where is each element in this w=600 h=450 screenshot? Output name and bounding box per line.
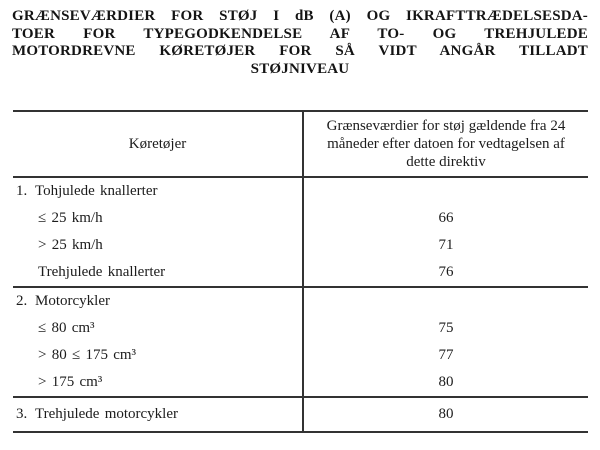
row-number: 2.: [16, 293, 28, 309]
table-section-mopeds: [13, 178, 588, 286]
table-row: [13, 259, 588, 286]
table-row: [13, 205, 588, 232]
row-value: 76: [302, 259, 588, 286]
row-value: 71: [302, 232, 588, 259]
row-value: 80: [302, 398, 588, 431]
header-limits-label: Grænseværdier for støj gældende fra 24 måneder efter datoen for vedtagelsen af dette direktiv: [326, 118, 566, 170]
row-label-cell: [13, 342, 302, 369]
table-section-motorcycles: [13, 286, 588, 396]
row-label: ≤ 80 cm³: [38, 320, 95, 336]
row-value: [302, 178, 588, 205]
row-label: Trehjulede motorcykler: [35, 406, 178, 422]
row-label-cell: [13, 205, 302, 232]
table-row: [13, 232, 588, 259]
row-value: [302, 288, 588, 315]
row-label: > 80 ≤ 175 cm³: [38, 347, 137, 363]
table-row: [13, 288, 588, 315]
table-section-tricycles: [13, 396, 588, 431]
title-line: GRÆNSEVÆRDIER FOR STØJ I dB (A) OG IKRAFTTRÆDELSESDA-: [12, 8, 588, 24]
row-label: > 25 km/h: [38, 237, 103, 253]
row-number: 3.: [16, 406, 28, 422]
row-label-cell: [13, 315, 302, 342]
table-row: [13, 369, 588, 396]
table-row: [13, 315, 588, 342]
table-row: [13, 398, 588, 431]
title-line: STØJNIVEAU: [250, 60, 350, 77]
row-label-cell: [13, 178, 302, 205]
row-label-cell: [13, 259, 302, 286]
row-number: 1.: [16, 183, 28, 199]
row-label: Tohjulede knallerter: [35, 183, 158, 199]
row-value: 75: [302, 315, 588, 342]
header-cell-limits: [302, 112, 588, 176]
row-label: Trehjulede knallerter: [38, 264, 166, 280]
row-label: > 175 cm³: [38, 374, 103, 390]
row-value: 66: [302, 205, 588, 232]
row-label-cell: [13, 232, 302, 259]
table-row: [13, 342, 588, 369]
header-vehicles-label: Køretøjer: [128, 136, 187, 152]
row-label-cell: [13, 369, 302, 396]
title-line: MOTORDREVNE KØRETØJER FOR SÅ VIDT ANGÅR TILLADT: [12, 43, 588, 59]
header-cell-vehicles: [13, 112, 302, 176]
row-label: Motorcykler: [35, 293, 110, 309]
table-row: [13, 178, 588, 205]
row-value: 77: [302, 342, 588, 369]
row-value: 80: [302, 369, 588, 396]
row-label-cell: [13, 288, 302, 315]
row-label-cell: [13, 398, 302, 431]
document-title: [12, 8, 588, 78]
row-label: ≤ 25 km/h: [38, 210, 103, 226]
title-line: TOER FOR TYPEGODKENDELSE AF TO- OG TREHJULEDE: [12, 25, 588, 42]
table-header-row: [13, 112, 588, 178]
noise-limits-table: [13, 110, 588, 433]
